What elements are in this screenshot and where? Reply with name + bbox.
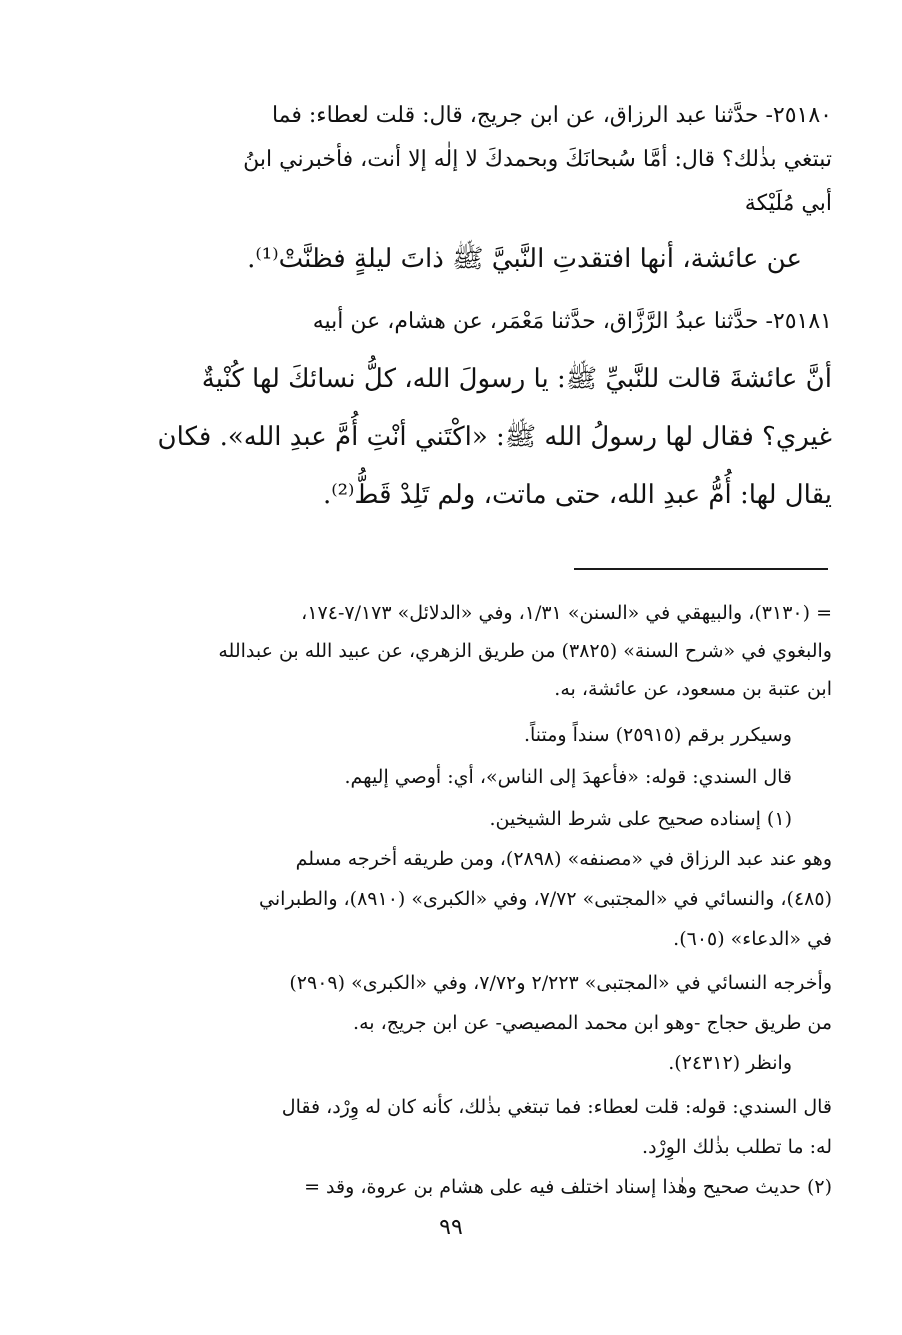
footnote-line-14: له: ما تطلب بذٰلك الوِرْد.: [642, 1136, 832, 1158]
hadith-25181-matn-line-3: يقال لها: أُمُّ عبدِ الله، حتى ماتت، ولم تَلِدْ قَطُّ⁽²⁾.: [322, 480, 832, 510]
hadith-25181-matn-line-1: أنَّ عائشةَ قالت للنَّبيِّ ﷺ: يا رسولَ الله، كلُّ نسائكَ لها كُنْيةٌ: [201, 364, 832, 394]
footnote-line-13: قال السندي: قوله: قلت لعطاء: فما تبتغي بذٰلك، كأنه كان له وِرْد، فقال: [281, 1096, 832, 1118]
hadith-25181-isnad: ٢٥١٨١- حدَّثنا عبدُ الرَّزَّاق، حدَّثنا مَعْمَر، عن هشام، عن أبيه: [312, 309, 832, 334]
footnote-line-6: (١) إسناده صحيح على شرط الشيخين.: [489, 808, 792, 830]
hadith-25180-line-2: تبتغي بذٰلك؟ قال: أمَّا سُبحانَكَ وبحمدكَ لا إلٰه إلا أنت، فأخبرني ابنُ: [243, 147, 832, 172]
footnote-separator: [574, 568, 828, 570]
page-number: ٩٩: [439, 1215, 463, 1240]
footnote-line-12: وانظر (٢٤٣١٢).: [668, 1052, 792, 1074]
footnote-line-15: (٢) حديث صحيح وهٰذا إسناد اختلف فيه على هشام بن عروة، وقد =: [304, 1176, 832, 1198]
footnote-line-5: قال السندي: قوله: «فأعهدَ إلى الناس»، أي: أوصي إليهم.: [344, 766, 792, 788]
footnote-line-8: (٤٨٥)، والنسائي في «المجتبى» ٧/٧٢، وفي «الكبرى» (٨٩١٠)، والطبراني: [259, 888, 832, 910]
footnote-line-3: ابن عتبة بن مسعود، عن عائشة، به.: [554, 678, 832, 700]
footnote-line-4: وسيكرر برقم (٢٥٩١٥) سنداً ومتناً.: [523, 724, 792, 746]
hadith-25180-matn: عن عائشة، أنها افتقدتِ النَّبيَّ ﷺ ذاتَ ليلةٍ فظنَّتْ⁽¹⁾.: [247, 244, 802, 274]
hadith-25181-matn-line-2: غيري؟ فقال لها رسولُ الله ﷺ: «اكْتَني أنْتِ أُمَّ عبدِ الله». فكان: [157, 422, 832, 452]
hadith-25180-line-3: أبي مُلَيْكة: [744, 191, 832, 216]
footnote-line-7: وهو عند عبد الرزاق في «مصنفه» (٢٨٩٨)، ومن طريقه أخرجه مسلم: [295, 848, 832, 870]
footnote-line-2: والبغوي في «شرح السنة» (٣٨٢٥) من طريق الزهري، عن عبيد الله بن عبدالله: [218, 640, 832, 662]
footnote-line-1: = (٣١٣٠)، والبيهقي في «السنن» ١/٣١، وفي «الدلائل» ٧/١٧٣-١٧٤،: [301, 602, 832, 624]
hadith-25180-line-1: ٢٥١٨٠- حدَّثنا عبد الرزاق، عن ابن جريج، قال: قلت لعطاء: فما: [271, 103, 832, 128]
footnote-line-9: في «الدعاء» (٦٠٥).: [673, 928, 832, 950]
footnote-line-10: وأخرجه النسائي في «المجتبى» ٢/٢٢٣ و٧/٧٢، وفي «الكبرى» (٢٩٠٩): [289, 972, 832, 994]
footnote-line-11: من طريق حجاج -وهو ابن محمد المصيصي- عن ابن جريج، به.: [353, 1012, 832, 1034]
